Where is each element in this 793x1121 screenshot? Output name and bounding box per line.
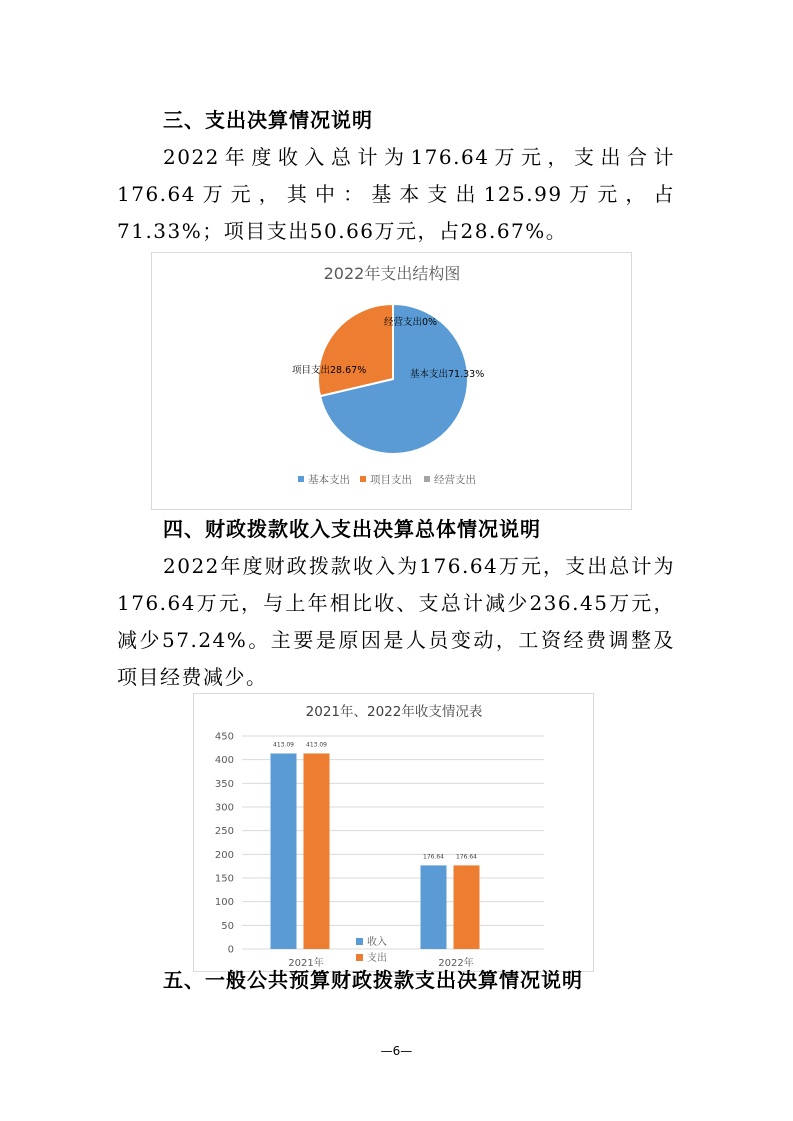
pie-chart-box	[151, 252, 632, 510]
pie-chart	[152, 253, 631, 509]
legend-swatch	[356, 938, 363, 945]
pie-data-label: 基本支出71.33%	[410, 369, 485, 380]
bar-data-label: 413.09	[306, 741, 327, 749]
bar-chart-box	[193, 693, 594, 972]
legend-label: 基本支出	[308, 474, 350, 486]
y-tick-label: 100	[214, 897, 234, 909]
legend-swatch	[424, 476, 430, 482]
bar	[304, 753, 330, 949]
legend-swatch	[298, 476, 304, 482]
y-tick-label: 400	[214, 755, 234, 767]
bar-data-label: 413.09	[273, 741, 294, 749]
legend-label: 收入	[367, 937, 387, 948]
bar	[421, 865, 447, 949]
section-4-paragraph: 2022年度财政拨款收入为176.64万元，支出总计为176.64万元，与上年相比收、支总计减少236.45万元，减少57.24%。主要是原因是人员变动，工资经费调整及项目经费减少。	[117, 554, 675, 689]
bar-data-label: 176.64	[456, 853, 477, 861]
legend-label: 支出	[367, 953, 387, 964]
y-tick-label: 450	[214, 731, 234, 743]
y-tick-label: 150	[214, 873, 234, 885]
section-5-heading: 五、一般公共预算财政拨款支出决算情况说明	[163, 968, 583, 992]
pie-slice	[318, 304, 393, 396]
legend-label: 项目支出	[370, 474, 412, 486]
pie-title: 2022年支出结构图	[323, 264, 461, 283]
pie-data-label: 经营支出0%	[384, 317, 438, 328]
y-tick-label: 0	[227, 944, 234, 956]
bar	[271, 753, 297, 949]
section-4-heading: 四、财政拨款收入支出决算总体情况说明	[163, 517, 541, 541]
y-tick-label: 50	[221, 920, 234, 932]
bar-title: 2021年、2022年收支情况表	[305, 704, 483, 720]
x-tick-label: 2022年	[438, 958, 474, 969]
section-3-paragraph: 2022年度收入总计为176.64万元，支出合计176.64万元，其中：基本支出125.99万元，占71.33%；项目支出50.66万元，占28.67%。	[117, 145, 675, 243]
page-number: —6—	[380, 1044, 413, 1058]
x-tick-label: 2021年	[288, 958, 324, 969]
legend-swatch	[360, 476, 366, 482]
bar-data-label: 176.64	[423, 853, 444, 861]
pie-data-label: 项目支出28.67%	[292, 365, 367, 376]
bar	[454, 865, 480, 949]
bar-chart	[194, 694, 593, 971]
section-3-heading: 三、支出决算情况说明	[163, 108, 373, 132]
y-tick-label: 350	[214, 778, 234, 790]
legend-label: 经营支出	[434, 474, 476, 486]
legend-swatch	[356, 954, 363, 961]
y-tick-label: 300	[214, 802, 234, 814]
y-tick-label: 200	[214, 849, 234, 861]
y-tick-label: 250	[214, 826, 234, 838]
